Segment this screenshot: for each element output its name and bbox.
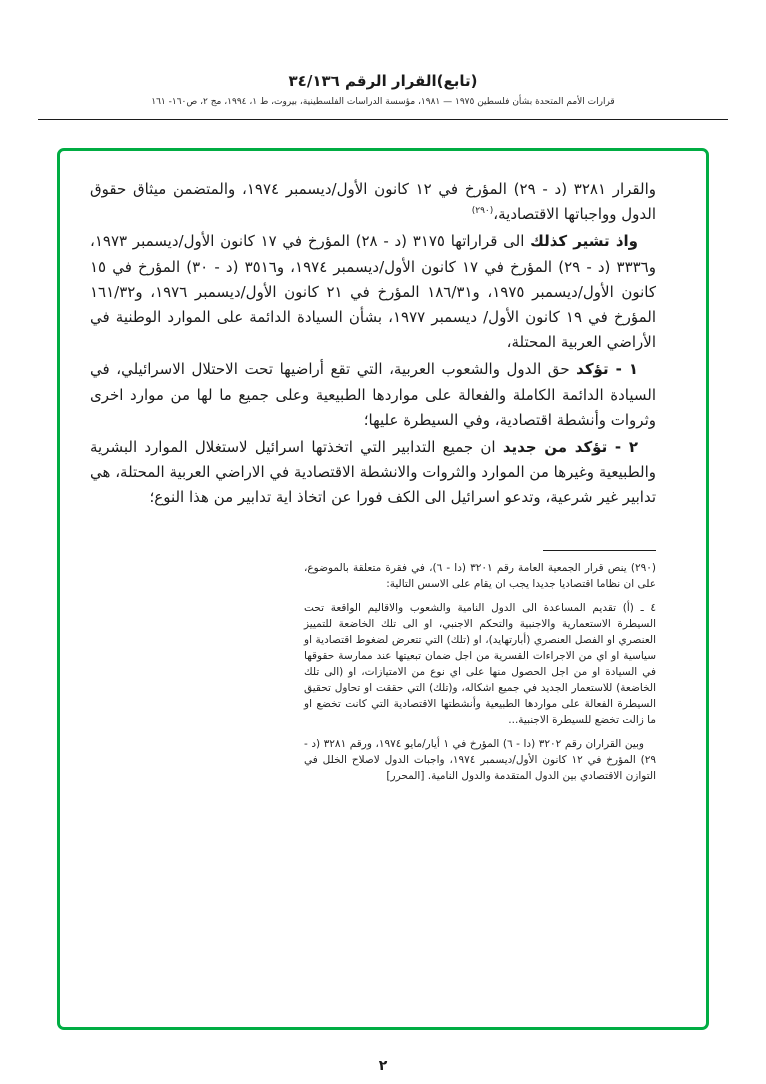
body-paragraph: ٢ - تؤكد من جديد ان جميع التدابير التي اتخذتها اسرائيل لاستغلال الموارد البشرية والطبيعية وغيرها من الموارد والثروات والانشطة الاقتصادية في الاراضي العربية المحتلة، هي تدابير غير شرعية، وتدعو اسرائيل الى الكف فورا عن اتخاذ اية تدابير من هذا النوع؛ — [90, 437, 656, 507]
footnote-text — [304, 561, 656, 784]
body-paragraph: والقرار ٣٢٨١ (د - ٢٩) المؤرخ في ١٢ كانون الأول/ديسمبر ١٩٧٤، والمتضمن ميثاق حقوق الدول وواجباتها الاقتصادية،$^{(٢٩٠)}$ — [90, 180, 657, 224]
page-number: ٢ — [378, 1058, 388, 1074]
paragraph-lead-phrase: تؤكد من جديد — [502, 437, 608, 456]
body-paragraph: ١ - تؤكد حق الدول والشعوب العربية، التي تقع أراضيها تحت الاحتلال الاسرائيلي، في السيادة الدائمة الكاملة والفعالة على مواردها الطبيعية وعلى جميع ما لها من موارد اخرى وثروات وأنشطة اقتصادية، وفي السيطرة عليها؛ — [90, 360, 656, 429]
header-divider-rule — [38, 119, 728, 120]
resolution-header-title: (تابع)القرار الرقم ٣٤/١٣٦ — [288, 72, 478, 90]
footnote-divider-rule — [543, 550, 656, 551]
paragraph-number: ٢ - — [607, 437, 638, 456]
paragraph-lead-phrase: واذ تشير كذلك — [530, 232, 638, 251]
source-citation-line: قرارات الأمم المتحدة بشأن فلسطين ١٩٧٥ — ١٩٨١، مؤسسة الدراسات الفلسطينية، بيروت، ط ١، ١٩٩٤، مج ٢، ص١٦٠- ١٦١ — [151, 97, 615, 107]
footnote-paragraph: (٢٩٠) ينص قرار الجمعية العامة رقم ٣٢٠١ (دا - ٦)، في فقرة متعلقة بالموضوع، على ان نظاما اقتصاديا جديدا يجب ان يقام على الاسس التالية: — [304, 562, 656, 591]
page-header — [0, 72, 766, 107]
body-paragraph: واذ تشير كذلك الى قراراتها ٣١٧٥ (د - ٢٨) المؤرخ في ١٧ كانون الأول/ديسمبر ١٩٧٣، و٣٣٣٦ (د - ٢٩) المؤرخ في ١٧ كانون الأول/ديسمبر ١٩٧٤، و٣٥١٦ (د - ٣٠) المؤرخ في ١٥ كانون الأول/ديسمبر ١٩٧٥، و١٨٦/٣١ المؤرخ في ٢١ كانون الأول/ديسمبر ١٩٧٦، و١٦١/٣٢ المؤرخ في ١٩ كانون الأول/ ديسمبر ١٩٧٧، بشأن السيادة الدائمة على الموارد الوطنية في الأراضي العربية المحتلة، — [90, 232, 657, 352]
footnote-reference-mark: (٢٩٠) — [471, 206, 494, 217]
footnote-section — [304, 550, 656, 784]
paragraph-number: ١ - — [608, 360, 638, 379]
footnote-paragraph: وبين القراران رقم ٣٢٠٢ (دا - ٦) المؤرخ في ١ أيار/مايو ١٩٧٤، ورقم ٣٢٨١ (د - ٢٩) المؤرخ في ١٢ كانون الأول/ديسمبر ١٩٧٤، واجبات الدول لاصلاح الخلل في التوازن الاقتصادي بين الدول المتقدمة والدول النامية. [المحرر] — [304, 737, 656, 782]
footnote-paragraph: ٤ ـ (أ) تقديم المساعدة الى الدول النامية والشعوب والاقاليم الواقعة تحت السيطرة الاستعمارية والاجنبية والتحكم الاجنبي، او الى تلك الخاضعة للتمييز العنصري او الفصل العنصري (أبارتهايد)، او (تلك) التي تتعرض لضغوط اقتصادية او سياسية او اي من الاجراءات القسرية من اجل ضمان تبعيتها عند ممارسة حقوقها في السيادة او من اجل الحصول منها على اي نوع من الامتيازات، او (الى تلك الخاضعة) للاستعمار الجديد في جميع اشكاله، و(تلك) التي حققت او تحاول تحقيق السيطرة الفعالة على مواردها الطبيعية وأنشطتها الاقتصادية التي كانت تخضع او ما زالت تخضع للسيطرة الاجنبية... — [304, 602, 656, 727]
document-content — [60, 151, 706, 1027]
paragraph-lead-phrase: تؤكد — [576, 360, 609, 379]
body-text — [90, 177, 656, 510]
